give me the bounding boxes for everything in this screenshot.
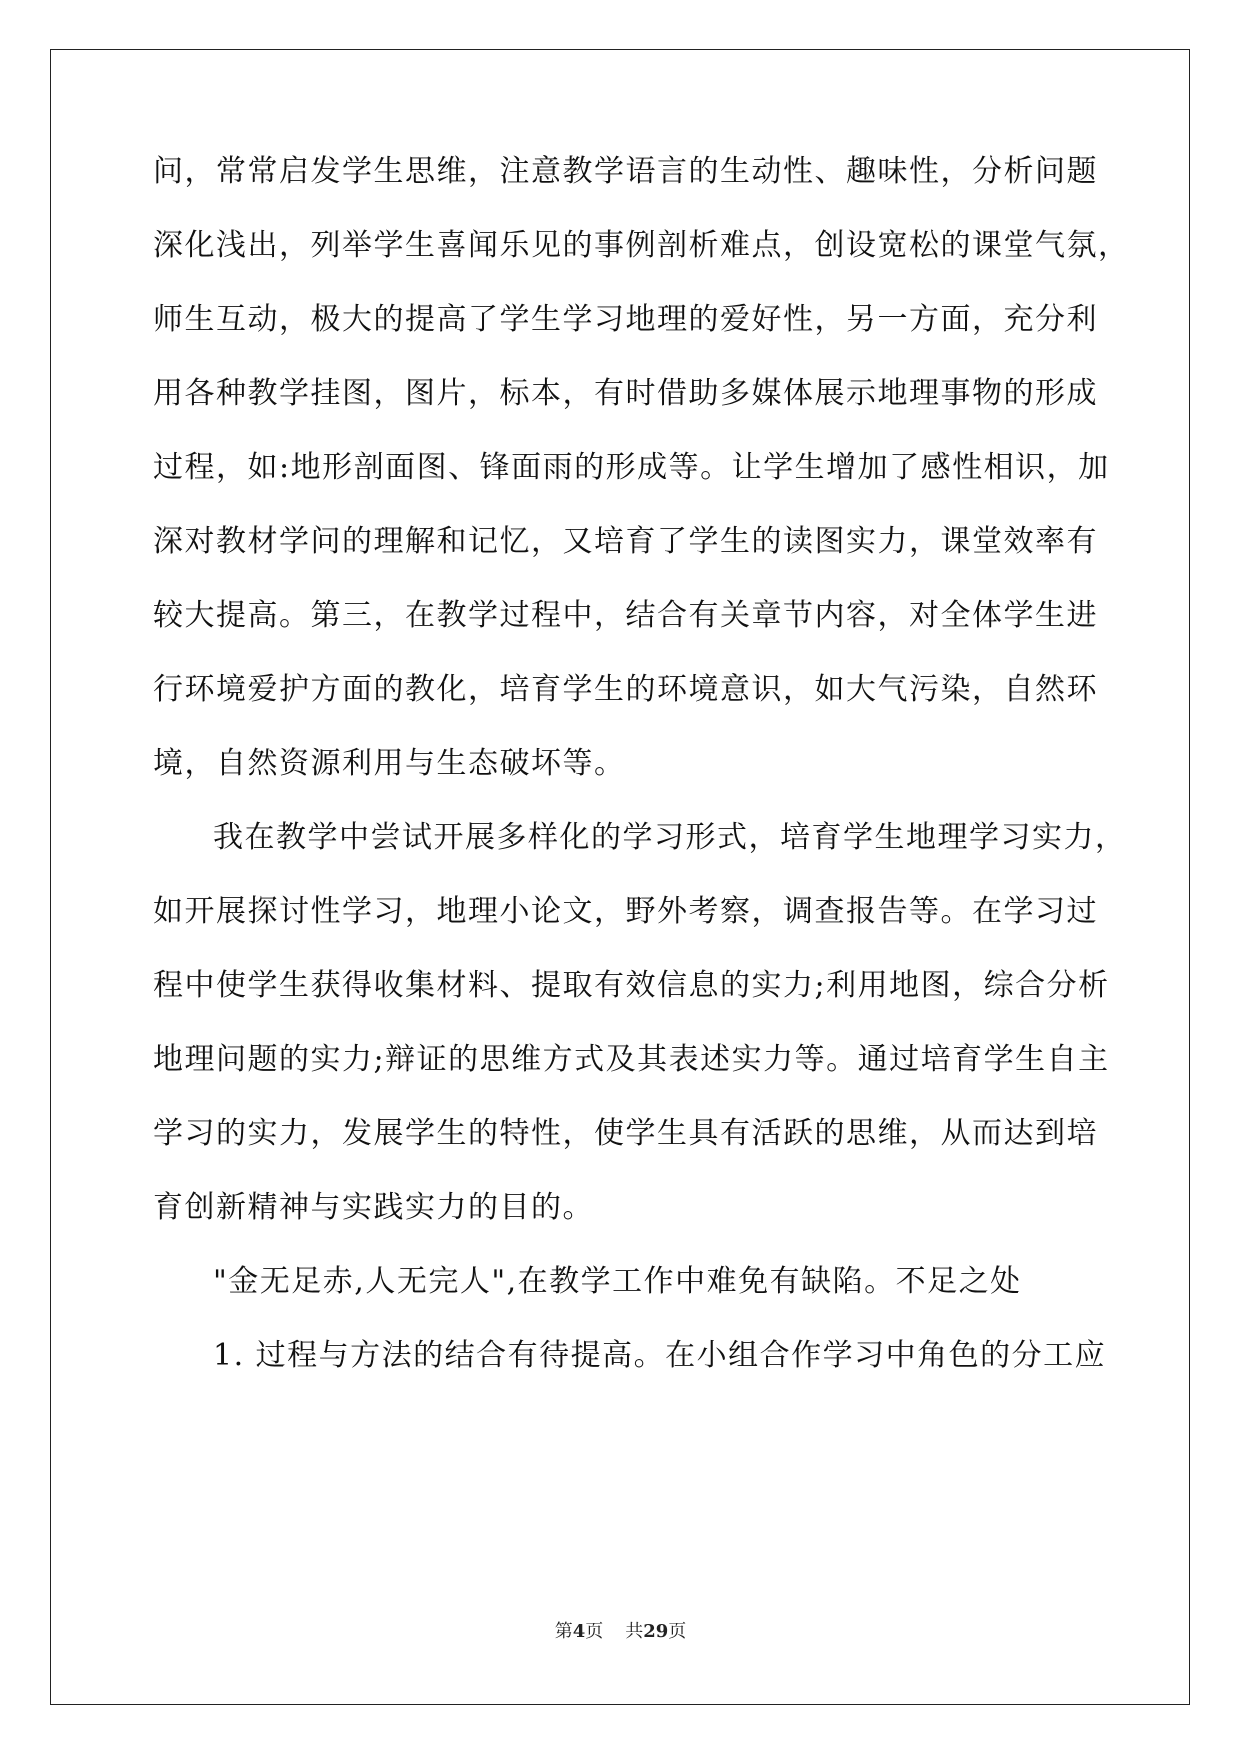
total-pages: 29 <box>643 1621 669 1642</box>
text-line: 用各种教学挂图，图片，标本，有时借助多媒体展示地理事物的形成 <box>153 376 1098 411</box>
text-line: 师生互动，极大的提高了学生学习地理的爱好性，另一方面，充分利 <box>153 302 1098 337</box>
text-line: 行环境爱护方面的教化，培育学生的环境意识，如大气污染，自然环 <box>153 672 1098 707</box>
page-border <box>50 49 1190 1705</box>
page-prefix: 第 <box>554 1621 573 1642</box>
text-line: 如开展探讨性学习，地理小论文，野外考察，调查报告等。在学习过 <box>153 894 1098 929</box>
page-number: 4 <box>572 1621 586 1642</box>
text-line: 境，自然资源利用与生态破坏等。 <box>153 746 626 781</box>
total-prefix: 共 <box>625 1621 644 1642</box>
text-line: 学习的实力，发展学生的特性，使学生具有活跃的思维，从而达到培 <box>153 1116 1098 1151</box>
text-line: 深对教材学问的理解和记忆，又培育了学生的读图实力，课堂效率有 <box>153 524 1098 559</box>
text-line: 程中使学生获得收集材料、提取有效信息的实力;利用地图，综合分析 <box>153 968 1110 1003</box>
paragraph-first-line: 我在教学中尝试开展多样化的学习形式，培育学生地理学习实力， <box>213 820 1127 855</box>
page-suffix: 页 <box>585 1621 604 1642</box>
numbered-item-line: 1. 过程与方法的结合有待提高。在小组合作学习中角色的分工应 <box>213 1338 1107 1373</box>
text-line: 问，常常启发学生思维，注意教学语言的生动性、趣味性，分析问题 <box>153 154 1098 189</box>
total-suffix: 页 <box>668 1621 687 1642</box>
text-line: 地理问题的实力;辩证的思维方式及其表述实力等。通过培育学生自主 <box>153 1042 1110 1077</box>
text-line: 过程，如:地形剖面图、锋面雨的形成等。让学生增加了感性相识，加 <box>153 450 1110 485</box>
page-footer <box>0 1617 1241 1643</box>
text-line: 深化浅出，列举学生喜闻乐见的事例剖析难点，创设宽松的课堂气氛， <box>153 228 1130 263</box>
paragraph-first-line: "金无足赤,人无完人",在教学工作中难免有缺陷。不足之处 <box>213 1264 1022 1299</box>
text-line: 育创新精神与实践实力的目的。 <box>153 1190 594 1225</box>
text-line: 较大提高。第三，在教学过程中，结合有关章节内容，对全体学生进 <box>153 598 1098 633</box>
